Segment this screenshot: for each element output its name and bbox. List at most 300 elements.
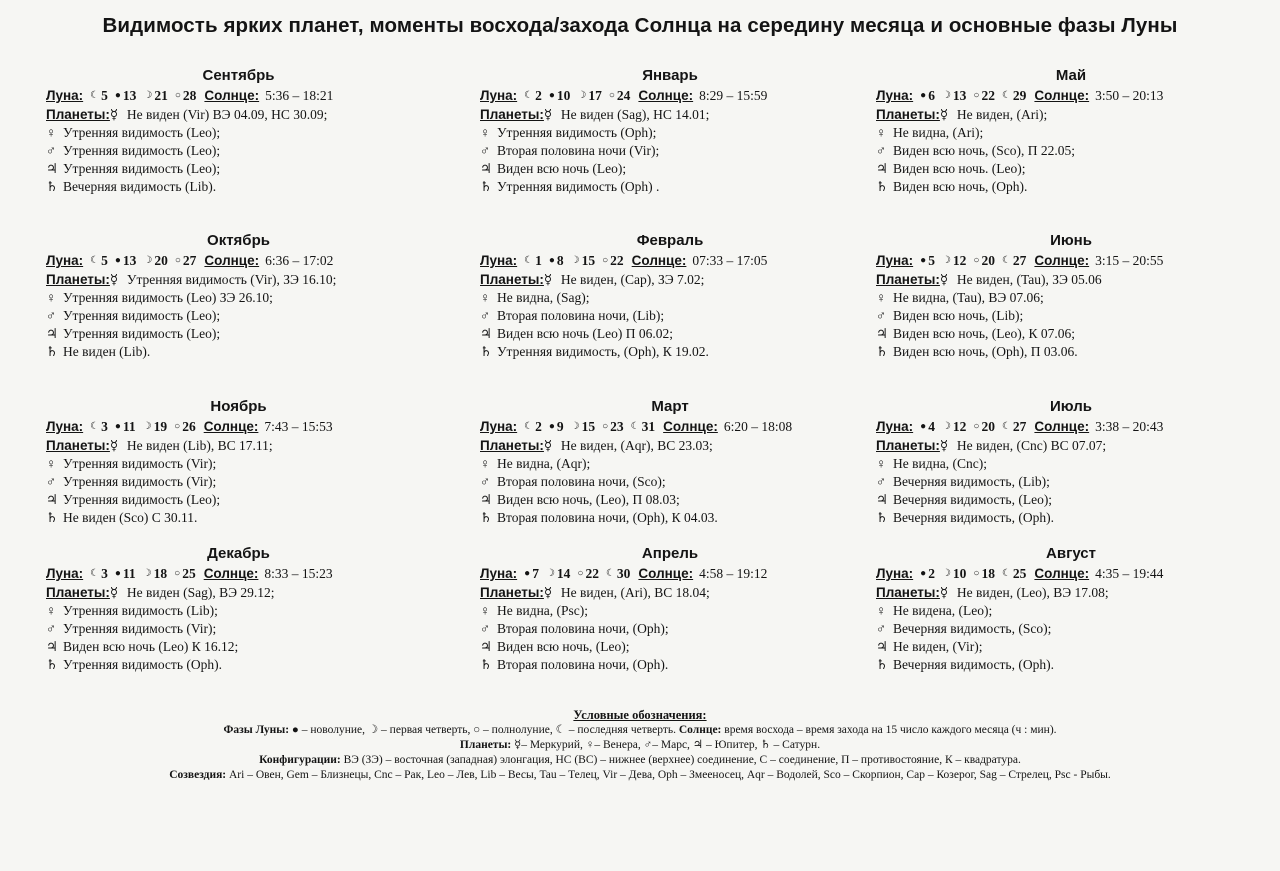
moon-phase-day: 11 [122,419,136,434]
moon-phase-icon: ☾ [1001,421,1011,432]
planet-text: Виден всю ночь, (Sco), П 22.05; [893,143,1075,158]
moon-phase-icon: ☾ [90,255,100,266]
planet-text: Не виден (Lib). [63,344,151,359]
planet-line [46,656,431,674]
legend-configurations [0,753,1280,768]
planet-line [46,178,431,196]
moon-phase-icon: ○ [174,568,181,579]
planet-line [46,160,431,178]
sun-label: Солнце: [204,253,260,268]
moon-phase [174,566,196,581]
moon-phase-icon: ☽ [577,90,587,101]
planet-icon: ♄ [480,510,493,525]
moon-phase-icon: ○ [973,255,980,266]
planet-line [46,455,431,473]
planet-icon: ♄ [46,179,59,194]
sun-label: Солнце: [638,88,694,103]
sun-label: Солнце: [1034,253,1090,268]
planet-text: Не видна, (Cnc); [893,456,988,471]
moon-phase-day: 19 [153,419,168,434]
planets-label: Планеты: [480,438,544,453]
moon-label: Луна: [46,253,84,268]
month-name: Май [1055,67,1087,84]
planet-line [46,289,431,307]
moon-phase-icon: ● [114,421,121,432]
planet-line [480,620,860,638]
planet-text: Не виден (Sag), НС 14.01; [560,107,710,122]
planet-line [876,473,1266,491]
planet-line [480,473,860,491]
planet-icon: ♄ [46,344,59,359]
moon-phase [1002,88,1026,103]
planet-icon: ☿ [543,107,553,122]
sun-times: 7:43 – 15:53 [264,419,333,434]
planet-list [480,584,860,674]
moon-phase [143,253,167,268]
legend-config-label: Конфигурации: [259,754,341,766]
planet-line [480,437,860,455]
planet-text: Утренняя видимость (Oph) . [497,179,660,194]
moon-phase [609,88,631,103]
planet-line [876,602,1266,620]
legend-planets [0,738,1280,753]
moon-phase-day: 5 [101,88,108,103]
planet-icon: ☿ [543,438,553,453]
planet-icon: ♀ [46,125,57,140]
planet-text: Не видна, (Psc); [497,603,589,618]
planet-line [876,620,1266,638]
moon-phase-day: 15 [581,419,596,434]
planet-icon: ♂ [480,474,491,489]
planet-line [46,491,431,509]
planet-text: Утренняя видимость (Leo); [63,308,221,323]
moon-phase [571,253,595,268]
planet-text: Утренняя видимость, (Oph), К 19.02. [497,344,709,359]
moon-label: Луна: [480,419,518,434]
moon-phase-day: 30 [616,566,631,581]
planet-line [480,584,860,602]
planet-icon: ♂ [46,143,57,158]
legend-const-text: Ari – Овен, Gem – Близнецы, Cnc – Рак, Leo – Лев, Lib – Весы, Tau – Телец, Vir – Дева, Oph – Змееносец, Aqr – Водолей, Sco – Скорпион, Cap – Козерог, Sag – Стрелец, Psc - Рыбы. [229,769,1111,781]
planet-icon: ♀ [480,603,491,618]
moon-phase-icon: ● [920,90,927,101]
legend-constellations [0,768,1280,783]
planet-text: Не виден (Sag), ВЭ 29.12; [126,585,275,600]
planet-icon: ♃ [480,492,493,507]
planet-icon: ♀ [876,125,887,140]
moon-phase-icon: ☾ [605,568,615,579]
moon-phase [920,566,935,581]
planet-line [876,509,1266,527]
planet-text: Вечерняя видимость, (Lib); [893,474,1050,489]
moon-phase-day: 28 [182,88,197,103]
planet-line [876,638,1266,656]
planet-text: Не виден, (Cnc) ВС 07.07; [956,438,1107,453]
planet-line [46,343,431,361]
moon-phase [174,419,196,434]
planet-icon: ♄ [46,657,59,672]
moon-line [480,417,860,437]
moon-phase-day: 11 [122,566,136,581]
sun-times: 6:20 – 18:08 [723,419,793,434]
moon-phase-icon: ☾ [90,568,100,579]
planet-line [876,455,1266,473]
legend-planets-text: ☿– Меркурий, ♀– Венера, ♂– Марс, ♃ – Юпитер, ♄ – Сатурн. [514,739,821,751]
moon-phase [524,253,542,268]
legend-phases-text: ● – новолуние, ☽ – первая четверть, ○ – полнолуние, ☾ – последняя четверть. [291,724,676,736]
planet-icon: ☿ [109,438,119,453]
month-block [480,397,860,527]
moon-phase-icon: ☽ [142,568,152,579]
planet-text: Утренняя видимость (Oph). [63,657,222,672]
planets-label: Планеты: [480,107,544,122]
planet-icon: ♂ [480,143,491,158]
planet-text: Вторая половина ночи (Vir); [497,143,660,158]
planet-line [480,325,860,343]
sun-label: Солнце: [1034,88,1090,103]
planet-text: Вечерняя видимость (Lib). [63,179,217,194]
moon-label: Луна: [480,253,518,268]
moon-phase-icon: ☽ [143,255,153,266]
planet-list [46,106,431,196]
moon-phase-icon: ☽ [545,568,555,579]
planet-icon: ♀ [876,456,887,471]
moon-phase-day: 29 [1012,88,1027,103]
planet-list [876,437,1266,527]
moon-phase [631,419,655,434]
planet-text: Вечерняя видимость, (Leo); [893,492,1053,507]
moon-phase [549,419,564,434]
moon-phase [577,566,599,581]
planet-line [480,509,860,527]
legend-title: Условные обозначения: [573,708,707,722]
planet-text: Утренняя видимость (Leo); [63,161,221,176]
planet-icon: ♄ [480,344,493,359]
planets-label: Планеты: [876,107,940,122]
planet-icon: ♄ [480,179,493,194]
planet-text: Виден всю ночь (Leo); [497,161,627,176]
moon-phase-day: 24 [616,88,631,103]
moon-phase [942,566,966,581]
planet-text: Не видена, (Leo); [893,603,993,618]
planet-icon: ☿ [939,107,949,122]
sun-times: 3:38 – 20:43 [1095,419,1164,434]
planets-label: Планеты: [876,585,940,600]
moon-phase-icon: ☾ [524,421,534,432]
planet-line [46,271,431,289]
moon-phase-day: 25 [182,566,196,581]
planet-text: Вечерняя видимость, (Oph). [893,510,1054,525]
planet-icon: ☿ [109,272,119,287]
moon-phase [577,88,601,103]
planet-icon: ♃ [480,161,493,176]
moon-phase [175,88,197,103]
moon-phase [942,253,966,268]
planet-text: Не видна, (Ari); [893,125,984,140]
planet-line [480,106,860,124]
planets-label: Планеты: [480,585,544,600]
planet-line [46,602,431,620]
planets-label: Планеты: [876,272,940,287]
moon-label: Луна: [876,566,914,581]
moon-phase-day: 22 [981,88,995,103]
planet-line [480,343,860,361]
moon-phase-day: 21 [154,88,168,103]
planet-line [46,325,431,343]
moon-phase-icon: ☾ [90,421,100,432]
month-block [876,66,1266,196]
moon-phase [90,253,108,268]
moon-phase [973,253,995,268]
planet-text: Вторая половина ночи, (Oph). [497,657,669,672]
moon-phase-icon: ○ [973,421,980,432]
moon-phase-day: 27 [182,253,197,268]
planet-list [480,437,860,527]
planet-text: Не виден, (Ari); [956,107,1048,122]
planet-line [876,142,1266,160]
planet-icon: ♂ [876,474,887,489]
planets-label: Планеты: [480,272,544,287]
month-name: Декабрь [207,545,270,562]
moon-phase [90,566,108,581]
planet-text: Не виден, (Leo), ВЭ 17.08; [956,585,1109,600]
moon-phase-icon: ● [548,421,555,432]
planet-line [480,271,860,289]
moon-phase-day: 13 [122,253,137,268]
planet-text: Вторая половина ночи, (Sco); [497,474,666,489]
planet-text: Виден всю ночь, (Leo), П 08.03; [497,492,680,507]
planet-icon: ♃ [46,161,59,176]
planet-line [46,437,431,455]
moon-phase [115,566,136,581]
month-name: Апрель [641,545,699,562]
planet-text: Утренняя видимость (Vir), ЗЭ 16.10; [126,272,337,287]
moon-line [46,417,431,437]
planet-icon: ♃ [480,639,493,654]
planet-list [480,271,860,361]
moon-phase-day: 17 [588,88,602,103]
planet-list [480,106,860,196]
planet-line [876,437,1266,455]
moon-phase-day: 13 [952,88,967,103]
planet-icon: ♃ [480,326,493,341]
legend-phases-label: Фазы Луны: [223,724,290,736]
sun-times: 5:36 – 18:21 [265,88,334,103]
moon-phase [1002,253,1026,268]
moon-phase [973,419,995,434]
sun-times: 6:36 – 17:02 [265,253,334,268]
planet-line [480,178,860,196]
sun-times: 3:15 – 20:55 [1095,253,1164,268]
legend [0,708,1280,783]
moon-line [876,251,1266,271]
sun-times: 8:33 – 15:23 [264,566,333,581]
moon-phase-day: 26 [182,419,196,434]
planet-line [46,620,431,638]
planet-icon: ♀ [46,456,57,471]
moon-phase [606,566,630,581]
moon-phase-icon: ○ [174,90,181,101]
planet-icon: ☿ [939,585,949,600]
planet-icon: ♂ [480,308,491,323]
moon-label: Луна: [480,566,518,581]
planet-text: Утренняя видимость (Vir); [63,474,217,489]
moon-phase [143,419,167,434]
moon-phase-icon: ○ [973,568,980,579]
moon-phase-day: 8 [556,253,564,268]
planet-text: Утренняя видимость (Lib); [63,603,218,618]
moon-phase-day: 7 [532,566,539,581]
planet-line [876,271,1266,289]
planet-icon: ♀ [876,603,887,618]
moon-phase [546,566,570,581]
sun-label: Солнце: [631,253,687,268]
sun-label: Солнце: [1034,566,1090,581]
planet-text: Не видна, (Aqr); [497,456,591,471]
planet-text: Вторая половина ночи, (Lib); [497,308,665,323]
moon-phase-day: 5 [101,253,108,268]
planet-line [876,584,1266,602]
moon-phase-day: 27 [1012,419,1027,434]
moon-line [46,86,431,106]
planet-text: Утренняя видимость (Leo); [63,326,221,341]
sun-times: 4:58 – 19:12 [699,566,768,581]
moon-phase-icon: ● [114,568,121,579]
planet-text: Утренняя видимость (Leo); [63,143,221,158]
month-block [46,231,431,361]
page-title: Видимость ярких планет, моменты восхода/захода Солнца на середину месяца и основные фазы Луны [102,14,1178,37]
month-block [480,231,860,361]
moon-phase [90,88,108,103]
planet-text: Не виден, (Ari), ВС 18.04; [560,585,710,600]
moon-phase-icon: ☾ [1001,255,1011,266]
month-name: Октябрь [207,232,270,249]
planet-icon: ☿ [939,438,949,453]
moon-phase [920,253,935,268]
planet-line [480,638,860,656]
sun-label: Солнце: [663,419,718,434]
planet-line [46,124,431,142]
planet-icon: ♄ [876,344,889,359]
planet-icon: ♀ [876,290,887,305]
moon-phase-day: 2 [535,419,542,434]
moon-phase-icon: ● [920,568,927,579]
sun-label: Солнце: [638,566,694,581]
planet-line [480,142,860,160]
moon-phase-icon: ☽ [143,90,153,101]
moon-phase-day: 12 [952,253,967,268]
planet-text: Виден всю ночь (Leo) П 06.02; [497,326,673,341]
moon-phase-day: 6 [928,88,935,103]
planet-line [480,602,860,620]
legend-config-text: ВЭ (ЗЭ) – восточная (западная) элонгация, НС (ВС) – нижнее (верхнее) соединение, С – соединение, П – противостояние, К – квадратура. [343,754,1021,766]
planet-icon: ♀ [46,603,57,618]
planet-icon: ♀ [480,290,491,305]
moon-phase-day: 31 [641,419,656,434]
planet-text: Утренняя видимость (Oph); [497,125,657,140]
planet-line [480,160,860,178]
moon-phase [920,88,935,103]
planet-icon: ♃ [46,326,59,341]
moon-phase-icon: ● [920,255,927,266]
planet-icon: ♂ [480,621,491,636]
moon-phase-day: 10 [952,566,967,581]
planet-text: Не виден, (Tau), ЗЭ 05.06 [956,272,1102,287]
planet-text: Вторая половина ночи, (Oph), К 04.03. [497,510,718,525]
planet-icon: ☿ [109,107,119,122]
planet-text: Не виден, (Vir); [893,639,983,654]
planet-text: Не виден (Lib), ВС 17.11; [126,438,273,453]
planet-text: Виден всю ночь. (Leo); [893,161,1026,176]
moon-phase-day: 12 [952,419,967,434]
moon-label: Луна: [480,88,518,103]
sun-label: Солнце: [203,419,259,434]
planet-icon: ♂ [876,143,887,158]
month-block [480,544,860,674]
moon-phase-day: 13 [122,88,137,103]
planet-icon: ♀ [480,125,491,140]
moon-phase-icon: ☾ [630,421,640,432]
planet-text: Вторая половина ночи, (Oph); [497,621,669,636]
planet-text: Вечерняя видимость, (Oph). [893,657,1054,672]
moon-label: Луна: [46,88,84,103]
planet-list [46,584,431,674]
planet-list [876,106,1266,196]
month-block [876,231,1266,361]
planet-icon: ♄ [46,510,59,525]
planet-line [876,289,1266,307]
moon-phase-day: 27 [1012,253,1027,268]
planet-text: Виден всю ночь, (Lib); [893,308,1024,323]
moon-phase-icon: ○ [577,568,584,579]
planet-icon: ☿ [543,272,553,287]
moon-phase-icon: ☾ [1001,90,1011,101]
planet-list [876,271,1266,361]
planet-icon: ♂ [876,621,887,636]
planet-icon: ♃ [876,326,889,341]
moon-phase-day: 23 [610,419,624,434]
moon-phase-day: 14 [556,566,571,581]
moon-phase [549,88,571,103]
planet-icon: ♂ [46,474,57,489]
planets-label: Планеты: [46,438,110,453]
planet-list [46,437,431,527]
legend-sun-text: время восхода – время захода на 15 число каждого месяца (ч : мин). [724,724,1057,736]
planet-text: Утренняя видимость (Vir); [63,621,217,636]
planet-line [46,142,431,160]
planet-icon: ♄ [876,657,889,672]
planet-list [876,584,1266,674]
planet-icon: ♀ [46,290,57,305]
planet-line [46,584,431,602]
moon-line [876,86,1266,106]
planet-line [876,656,1266,674]
planet-text: Не видна, (Sag); [497,290,590,305]
month-name: Февраль [636,232,704,249]
moon-line [480,564,860,584]
month-block [46,397,431,527]
month-name: Март [651,398,689,415]
moon-phase-icon: ● [114,255,121,266]
moon-phase [942,419,966,434]
planet-line [480,455,860,473]
moon-phase-day: 5 [928,253,935,268]
moon-phase-day: 18 [981,566,995,581]
moon-phase-icon: ● [548,255,555,266]
legend-phases [0,723,1280,738]
planet-icon: ♂ [46,621,57,636]
moon-phase [115,88,137,103]
